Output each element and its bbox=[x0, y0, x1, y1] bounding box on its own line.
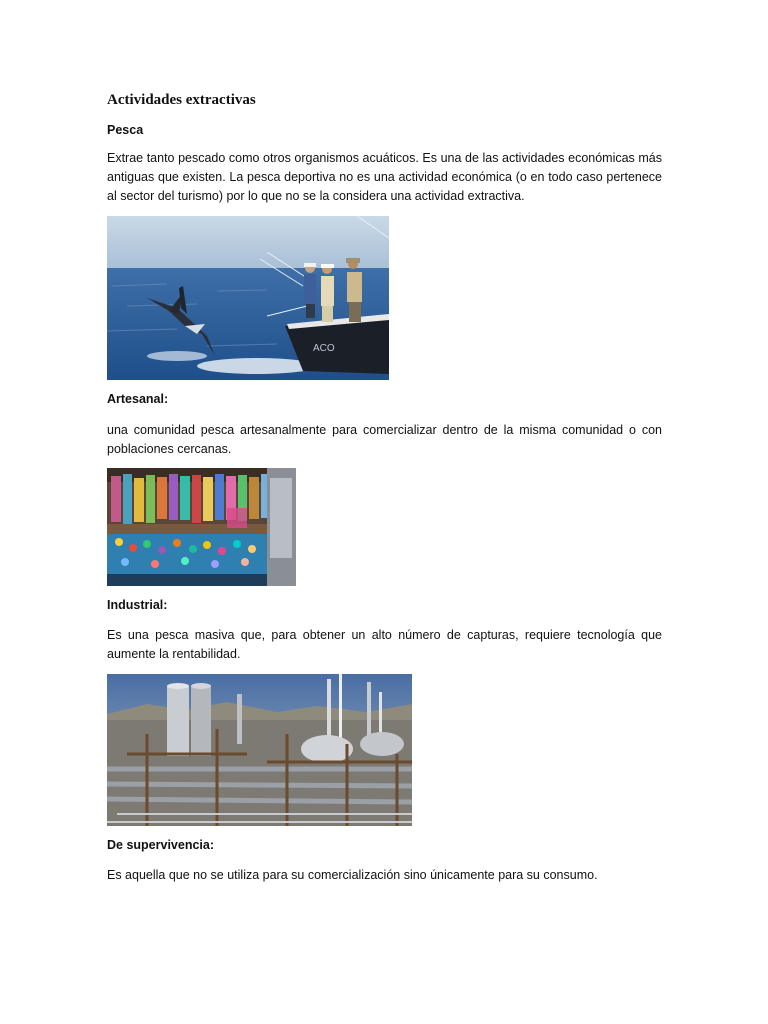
section-text-supervivencia: Es aquella que no se utiliza para su comercialización sino únicamente para su consumo. bbox=[107, 868, 598, 882]
section-text-industrial: Es una pesca masiva que, para obtener un alto número de capturas, requiere tecnología que aumente la rentabilidad. bbox=[107, 628, 662, 661]
industrial-plant-photo bbox=[107, 674, 412, 826]
section-text-pesca: Extrae tanto pescado como otros organismos acuáticos. Es una de las actividades económicas más antiguas que existen. La pesca deportiva no es una actividad económica (o en todo caso pertenece al sector del turismo) por lo que no se la considera una actividad extractiva. bbox=[107, 151, 662, 203]
sport-fishing-photo bbox=[107, 216, 389, 380]
artisan-market-photo bbox=[107, 468, 296, 586]
section-heading-artesanal: Artesanal: bbox=[107, 392, 169, 406]
section-heading-supervivencia: De supervivencia: bbox=[107, 838, 214, 852]
section-heading-industrial: Industrial: bbox=[107, 598, 168, 612]
section-heading-pesca: Pesca bbox=[107, 123, 144, 137]
document-title: Actividades extractivas bbox=[107, 92, 256, 108]
boat-hull-lettering: ACO bbox=[313, 343, 335, 354]
section-text-artesanal: una comunidad pesca artesanalmente para comercializar dentro de la misma comunidad o con poblaciones cercanas. bbox=[107, 423, 662, 456]
